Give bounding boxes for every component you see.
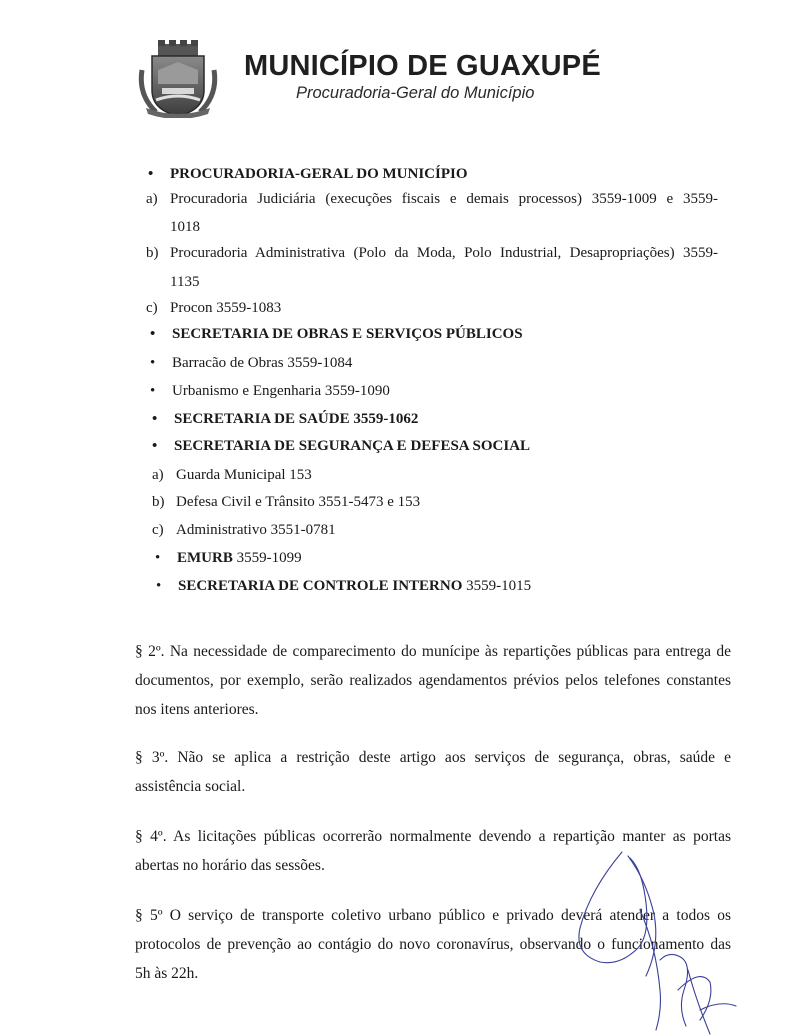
paragraph-3 [135, 743, 731, 801]
paragraph-line: protocolos de prevenção ao contágio do novo coronavírus, observando o funcionamento das [135, 936, 731, 953]
list-item-controle-interno [178, 576, 531, 596]
item-text: Procon 3559-1083 [170, 300, 282, 316]
item-letter: c) [146, 300, 158, 316]
list-item-continuation: 1018 [170, 219, 200, 235]
municipality-title: MUNICÍPIO DE GUAXUPÉ [244, 50, 601, 82]
paragraph-line: assistência social. [135, 778, 246, 795]
department-subtitle: Procuradoria-Geral do Município [296, 84, 535, 102]
paragraph-2 [135, 637, 731, 724]
paragraph-line: nos itens anteriores. [135, 701, 259, 718]
paragraph-line: § 5º O serviço de transporte coletivo urbano público e privado deverá atender a todos os [135, 907, 731, 924]
paragraph-line: documentos, por exemplo, serão realizados agendamentos prévios pelos telefones constantes [135, 672, 731, 689]
item-name: EMURB [177, 550, 233, 566]
list-item-emurb [177, 548, 302, 568]
list-item-administrativo [152, 520, 336, 540]
paragraph-line: § 2º. Na necessidade de comparecimento do munícipe às repartições públicas para entrega de [135, 643, 731, 660]
list-item-urbanismo: • Urbanismo e Engenharia 3559-1090 [172, 381, 390, 401]
paragraph-line: abertas no horário das sessões. [135, 857, 325, 874]
item-letter: b) [146, 245, 159, 261]
list-item-procuradoria-judiciaria [146, 189, 718, 209]
list-item-secretaria-seguranca: • SECRETARIA DE SEGURANÇA E DEFESA SOCIAL [174, 436, 530, 456]
municipal-crest-icon [136, 40, 220, 118]
item-text: Administrativo 3551-0781 [176, 522, 336, 538]
item-text: Procuradoria Administrativa (Polo da Moda, Polo Industrial, Desapropriações) 3559- [170, 245, 718, 261]
item-letter: c) [152, 522, 164, 538]
handwritten-signature [560, 850, 740, 1035]
paragraph-line: 5h às 22h. [135, 965, 199, 982]
paragraph-line: § 3º. Não se aplica a restrição deste artigo aos serviços de segurança, obras, saúde e [135, 749, 731, 766]
item-name: SECRETARIA DE CONTROLE INTERNO [178, 578, 463, 594]
list-item-procuradoria-administrativa [146, 243, 718, 263]
list-item-defesa-civil [152, 492, 421, 512]
list-item-secretaria-saude: • SECRETARIA DE SAÚDE 3559-1062 [174, 409, 418, 429]
list-item-secretaria-obras: • SECRETARIA DE OBRAS E SERVIÇOS PÚBLICOS [172, 324, 523, 344]
item-phone: 3559-1099 [232, 550, 302, 566]
paragraph-line: § 4º. As licitações públicas ocorrerão normalmente devendo a repartição manter as portas [135, 828, 731, 845]
item-phone: 3559-1015 [462, 578, 532, 594]
list-item-procuradoria-geral: • PROCURADORIA-GERAL DO MUNICÍPIO [170, 164, 468, 184]
item-letter: b) [152, 494, 165, 510]
item-letter: a) [152, 467, 164, 483]
item-text: Procuradoria Judiciária (execuções fiscais e demais processos) 3559-1009 e 3559- [170, 191, 718, 207]
list-item-barracao-obras: • Barracão de Obras 3559-1084 [172, 353, 352, 373]
item-text: Guarda Municipal 153 [176, 467, 312, 483]
item-letter: a) [146, 191, 158, 207]
list-item-guarda-municipal [152, 465, 312, 485]
item-text: Defesa Civil e Trânsito 3551-5473 e 153 [176, 494, 421, 510]
list-item-procon [146, 298, 282, 318]
list-item-continuation: 1135 [170, 274, 200, 290]
